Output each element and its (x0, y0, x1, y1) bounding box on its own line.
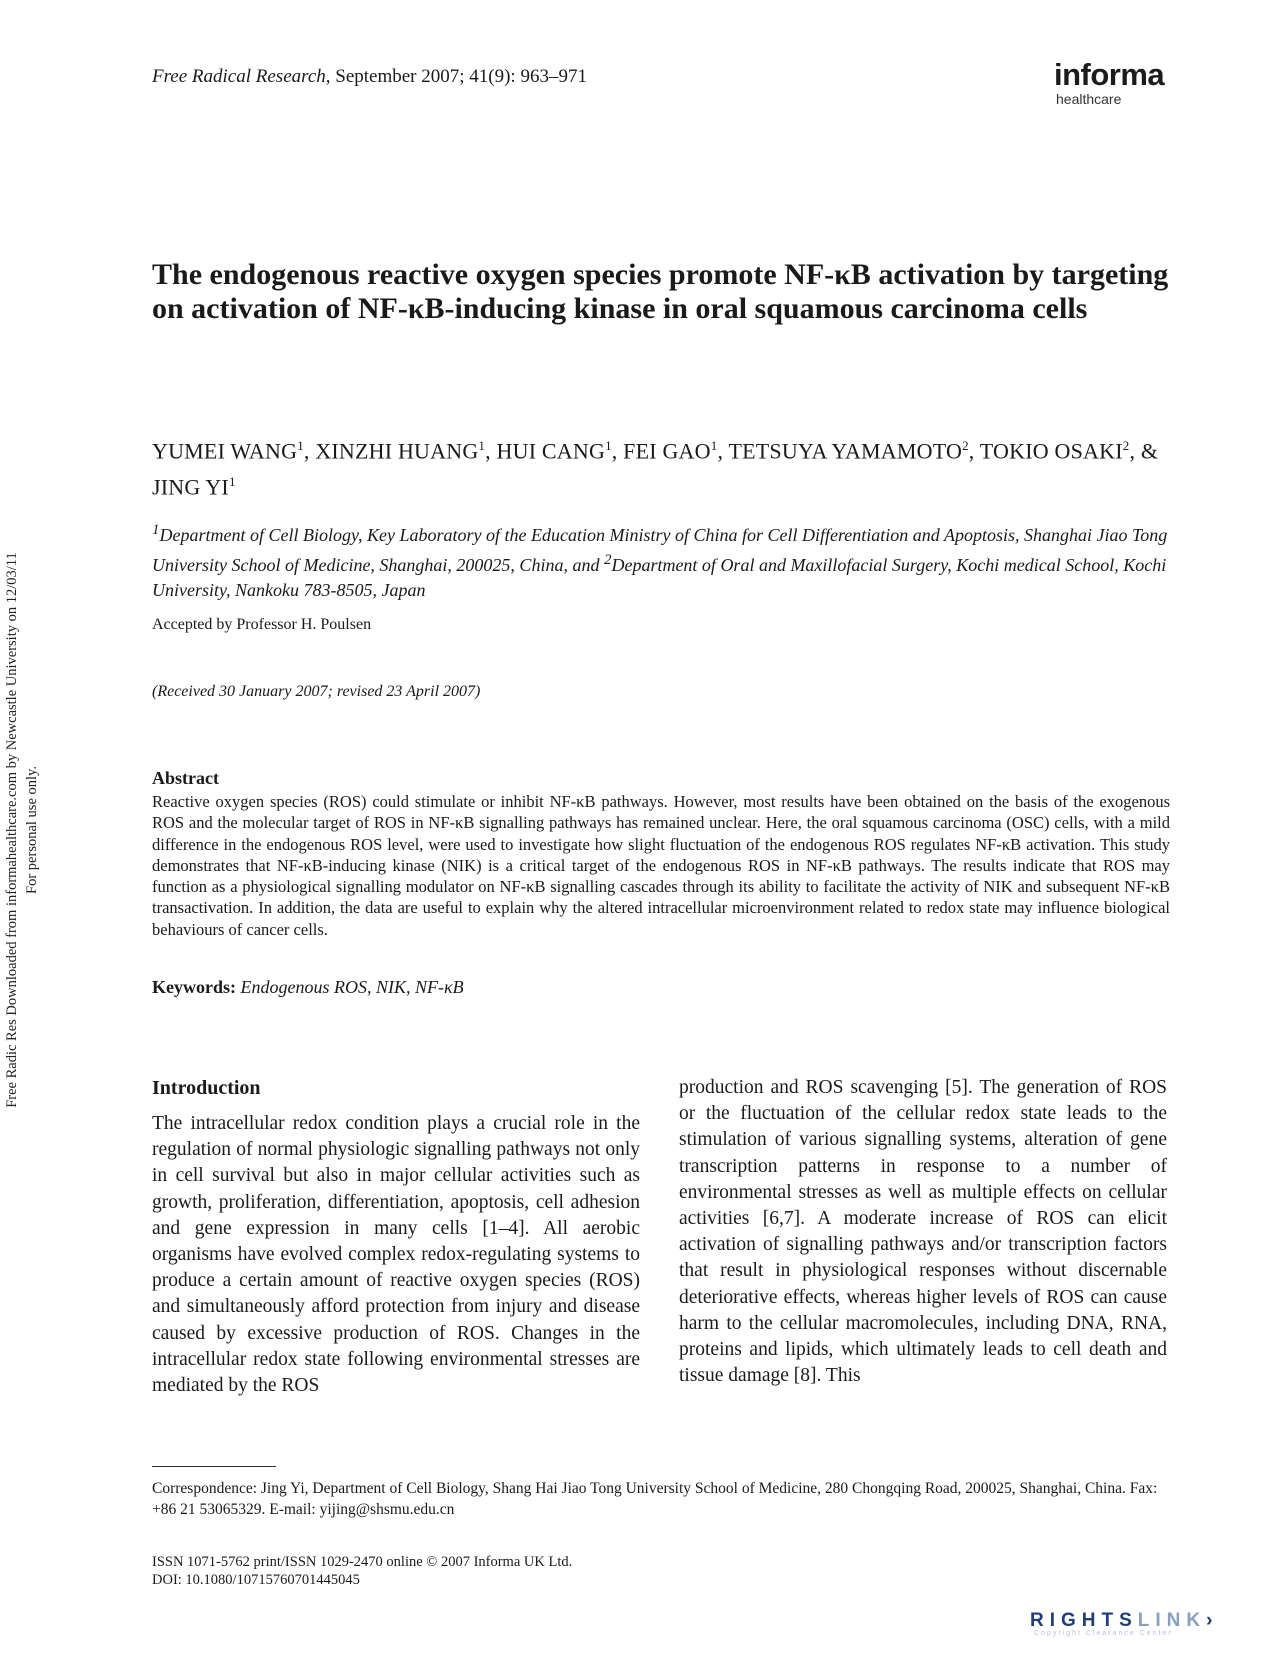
journal-citation (152, 66, 587, 88)
journal-name: Free Radical Research (152, 66, 326, 87)
rightslink-rights: RIGHTS (1030, 1610, 1138, 1631)
watermark-line-2: For personal use only. (24, 766, 40, 894)
introduction-right-column: production and ROS scavenging [5]. The generation of ROS or the fluctuation of the cellular redox state leads to the stimulation of various signalling systems, alteration of gene transcription patterns in response to a number of environmental stresses as well as multiple effects on cellular activities [6,7]. A moderate increase of ROS can elicit activation of signalling pathways and/or transcription factors that result in physiological responses without discernable deteriorative effects, whereas higher levels of ROS can cause harm to the cellular macromolecules, including DNA, RNA, proteins and lipids, which ultimately leads to cell death and tissue damage [8]. This (679, 1077, 1167, 1387)
author-name: XINZHI HUANG (315, 438, 479, 464)
abstract-body: Reactive oxygen species (ROS) could stimulate or inhibit NF-κB pathways. However, most results have been obtained on the basis of the exogenous ROS and the molecular target of ROS in NF-κB signalling pathways has remained unclear. Here, the oral squamous carcinoma (OSC) cells, with a mild difference in the endogenous ROS level, were used to investigate how slight fluctuation of the endogenous ROS regulates NF-κB activation. This study demonstrates that NF-κB-inducing kinase (NIK) is a critical target of the endogenous ROS in NF-κB pathways. The results indicate that ROS may function as a physiological signalling modulator on NF-κB signalling cascades through its ability to facilitate the activity of NIK and subsequent NF-κB transactivation. In addition, the data are useful to explain why the altered intracellular microenvironment related to redox state may influence biological behaviours of cancer cells. (152, 792, 1170, 939)
author-affiliation-mark: 2 (1122, 438, 1130, 453)
author-name: JING YI (152, 474, 229, 500)
author-name: TETSUYA YAMAMOTO (728, 438, 963, 464)
doi: DOI: 10.1080/10715760701445045 (152, 1572, 360, 1588)
keywords-list: Endogenous ROS, NIK, NF-κB (240, 977, 464, 997)
logo-subtitle: healthcare (1056, 91, 1122, 107)
author-affiliation-mark: 1 (228, 474, 236, 490)
author-affiliation-mark: 1 (605, 438, 612, 453)
keywords-label: Keywords: (152, 977, 236, 997)
rightslink-subtitle: Copyright Clearance Center (1034, 1630, 1173, 1637)
footnote-divider (152, 1466, 276, 1467)
correspondence: Correspondence: Jing Yi, Department of Cell Biology, Shang Hai Jiao Tong University School of Medicine, 280 Chongqing Road, 200025, Shanghai, China. Fax: +86 21 53065329. E-mail: yijing@shsmu.edu.cn (152, 1480, 1158, 1518)
informa-healthcare-logo[interactable] (1054, 58, 1164, 106)
author-list (152, 430, 1172, 503)
watermark-line-1: Free Radic Res Downloaded from informahealthcare.com by Newcastle University on 12/03/11 (4, 552, 20, 1108)
author-name: HUI CANG (496, 438, 606, 464)
author-affiliation-mark: 1 (297, 438, 304, 453)
author-separator: , (717, 438, 729, 464)
author-name: YUMEI WANG (152, 438, 298, 464)
author-separator: , (485, 438, 497, 464)
introduction-left-column: The intracellular redox condition plays a crucial role in the regulation of normal physiologic signalling pathways not only in cell survival but also in major cellular activities such as growth, proliferation, differentiation, apoptosis, cell adhesion and gene expression in many cells [1–4]. All aerobic organisms have evolved complex redox-regulating systems to produce a certain amount of reactive oxygen species (ROS) and simultaneously afford protection from injury and disease caused by excessive production of ROS. Changes in the intracellular redox state following environmental stresses are mediated by the ROS (152, 1113, 640, 1397)
affiliation-1-mark: 1 (152, 522, 160, 538)
author-affiliation-mark: 2 (962, 438, 969, 453)
affiliation-2: Department of Oral and Maxillofacial Surgery, Kochi medical School, Kochi University, Nankoku 783-8505, Japan (152, 555, 1167, 600)
introduction-heading: Introduction (152, 1077, 261, 1099)
accepted-by: Accepted by Professor H. Poulsen (152, 616, 372, 633)
author-affiliation-mark: 1 (478, 438, 486, 453)
affiliations (152, 518, 1172, 603)
author-name: FEI GAO (623, 438, 711, 464)
author-separator: , (611, 438, 624, 464)
author-separator: , (303, 438, 316, 464)
received-dates: (Received 30 January 2007; revised 23 April 2007) (152, 683, 481, 700)
journal-issue: , September 2007; 41(9): 963–971 (325, 66, 587, 87)
author-separator: , & (1129, 438, 1159, 464)
publication-info (152, 1553, 572, 1589)
affiliation-1: Department of Cell Biology, Key Laboratory of the Education Ministry of China for Cell Differentiation and Apoptosis, Shanghai Jiao Tong University School of Medicine, Shanghai, 200025, China, and (152, 525, 1168, 575)
logo-wordmark: informa (1054, 57, 1165, 92)
rightslink-logo[interactable] (1030, 1610, 1260, 1650)
rightslink-link: LINK (1137, 1610, 1207, 1631)
abstract-heading: Abstract (152, 768, 219, 788)
affiliation-2-mark: 2 (603, 552, 612, 568)
author-separator: , (968, 438, 980, 464)
keywords (152, 977, 464, 998)
article-title: The endogenous reactive oxygen species promote NF-κB activation by targeting on activation of NF-κB-inducing kinase in oral squamous carcinoma cells (152, 258, 1169, 325)
author-affiliation-mark: 1 (710, 438, 718, 453)
rightslink-arrow-icon: › (1206, 1610, 1219, 1631)
author-name: TOKIO OSAKI (979, 438, 1123, 464)
issn: ISSN 1071-5762 print/ISSN 1029-2470 online © 2007 Informa UK Ltd. (152, 1554, 573, 1570)
